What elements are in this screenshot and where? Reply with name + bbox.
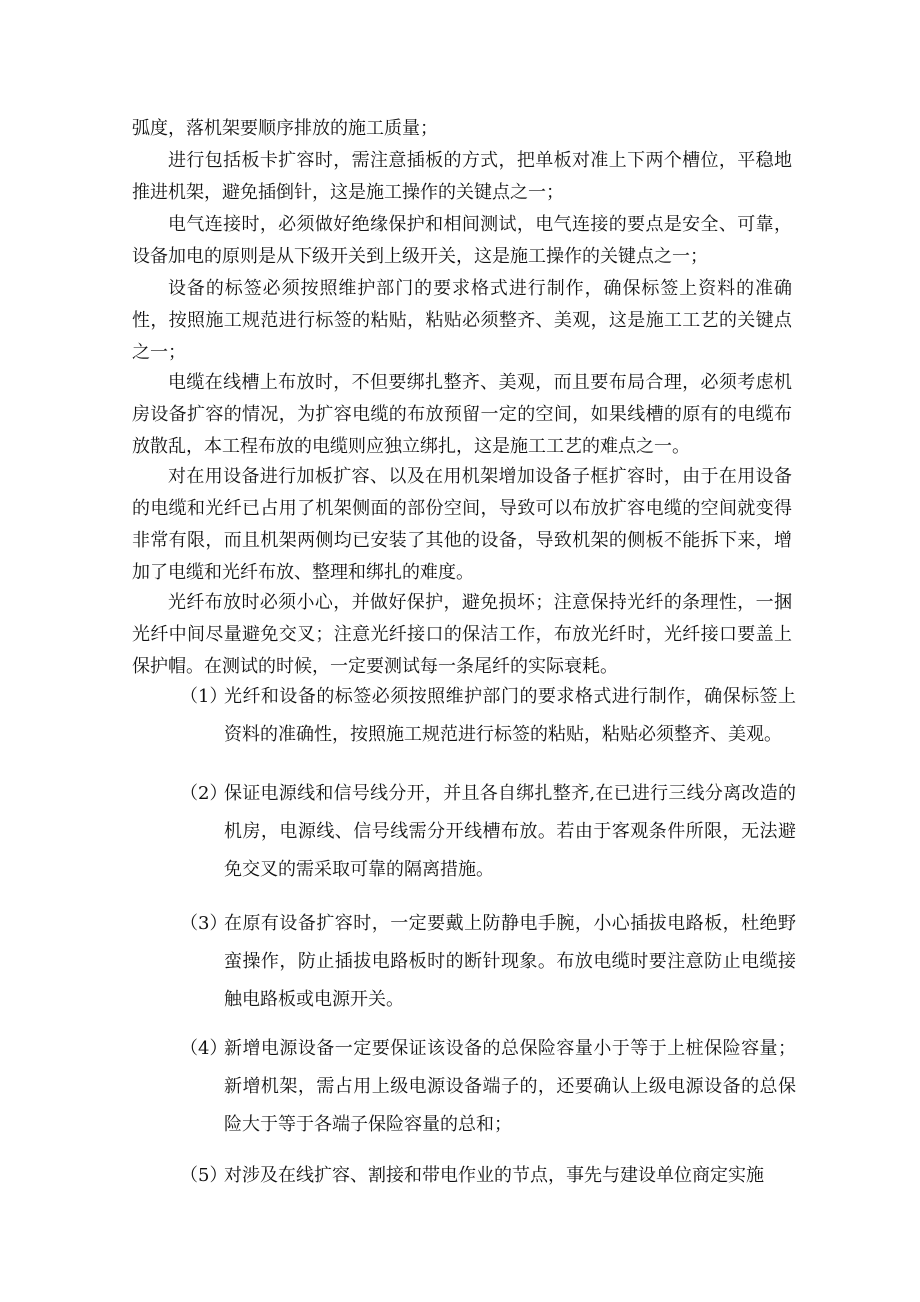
paragraph-board-expansion: 进行包括板卡扩容时，需注意插板的方式，把单板对准上下两个槽位，平稳地推进机架，避免插倒针，这是施工操作的关键点之一； bbox=[132, 150, 792, 203]
list-item-number: （4） bbox=[180, 1038, 228, 1059]
paragraph-cable-trough: 电缆在线槽上布放时，不但要绑扎整齐、美观，而且要布局合理，必须考虑机房设备扩容的情况，为扩容电缆的布放预留一定的空间，如果线槽的原有的电缆布放散乱，本工程布放的电缆则应独立绑扎，这是施工工艺的难点之一。 bbox=[132, 372, 792, 457]
list-item-number: （3） bbox=[180, 913, 228, 934]
list-item-text: 保证电源线和信号线分开，并且各自绑扎整齐,在已进行三线分离改造的机房，电源线、信号线需分开线槽布放。若由于客观条件所限，无法避免交叉的需采取可靠的隔离措施。 bbox=[224, 783, 796, 880]
list-item bbox=[180, 775, 796, 889]
list-item bbox=[180, 905, 796, 1019]
list-item bbox=[180, 1157, 796, 1195]
paragraph-in-service-expansion: 对在用设备进行加板扩容、以及在用机架增加设备子框扩容时，由于在用设备的电缆和光纤已占用了机架侧面的部份空间，导致可以布放扩容电缆的空间就变得非常有限，而且机架两侧均已安装了其他的设备，导致机架的侧板不能拆下来，增加了电缆和光纤布放、整理和绑扎的难度。 bbox=[132, 466, 792, 583]
list-item bbox=[180, 1030, 796, 1144]
list-item bbox=[180, 678, 796, 754]
paragraph-continuation: 弧度，落机架要顺序排放的施工质量； bbox=[132, 118, 438, 139]
list-item-text: 光纤和设备的标签必须按照维护部门的要求格式进行制作，确保标签上资料的准确性，按照施工规范进行标签的粘贴，粘贴必须整齐、美观。 bbox=[224, 686, 796, 745]
list-item-number: （1） bbox=[180, 686, 228, 707]
paragraph-fiber-laying: 光纤布放时必须小心，并做好保护，避免损坏；注意保持光纤的条理性，一捆光纤中间尽量避免交叉；注意光纤接口的保洁工作，布放光纤时，光纤接口要盖上保护帽。在测试的时候，一定要测试每一条尾纤的实际衰耗。 bbox=[132, 592, 792, 677]
list-item-text: 在原有设备扩容时，一定要戴上防静电手腕，小心插拔电路板，杜绝野蛮操作，防止插拔电路板时的断针现象。布放电缆时要注意防止电缆接触电路板或电源开关。 bbox=[224, 913, 796, 1010]
paragraph-electrical-connection: 电气连接时，必须做好绝缘保护和相间测试，电气连接的要点是安全、可靠，设备加电的原则是从下级开关到上级开关，这是施工操作的关键点之一； bbox=[132, 214, 792, 267]
list-item-number: （5） bbox=[180, 1165, 228, 1186]
paragraph-equipment-labels: 设备的标签必须按照维护部门的要求格式进行制作，确保标签上资料的准确性，按照施工规范进行标签的粘贴，粘贴必须整齐、美观，这是施工工艺的关键点之一； bbox=[132, 278, 792, 363]
list-item-text: 新增电源设备一定要保证该设备的总保险容量小于等于上桩保险容量；新增机架，需占用上级电源设备端子的，还要确认上级电源设备的总保险大于等于各端子保险容量的总和； bbox=[224, 1038, 796, 1135]
list-item-number: （2） bbox=[180, 783, 228, 804]
list-item-text: 对涉及在线扩容、割接和带电作业的节点，事先与建设单位商定实施 bbox=[224, 1165, 764, 1186]
